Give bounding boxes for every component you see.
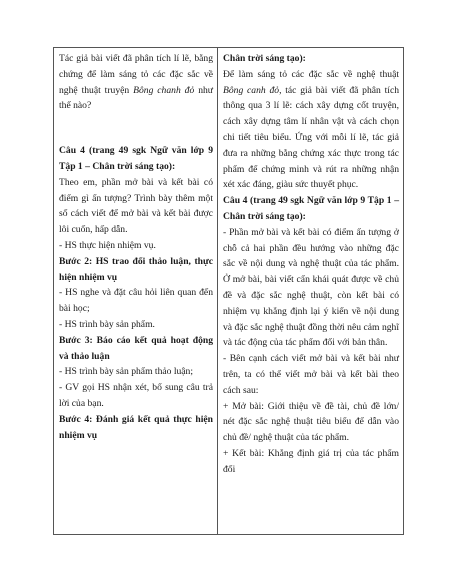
- answer3: [223, 67, 399, 193]
- step3-line2: - GV gọi HS nhận xét, bổ sung câu trả lời của bạn.: [59, 382, 213, 409]
- step3-line1: - HS trình bày sản phẩm thảo luận;: [59, 366, 194, 378]
- answer4-p4: + Kết bài: Khẳng định giá trị của tác phẩm đối: [223, 447, 399, 475]
- q4-body-left: Theo em, phần mở bài và kết bài có điểm gì ấn tượng? Trình bày thêm một số cách viết để mở bài và kết bài được lôi cuốn, hấp dẫn.: [59, 176, 213, 236]
- task-line: - HS thực hiện nhiệm vụ.: [59, 239, 156, 251]
- step2-heading: Bước 2: HS trao đổi thảo luận, thực hiện nhiệm vụ: [59, 255, 213, 283]
- intro-text-end: như thế nào?: [59, 84, 213, 112]
- step3-heading: Bước 3: Báo cáo kết quả hoạt động và thảo luận: [59, 334, 213, 362]
- right-column: [218, 48, 403, 534]
- answer4-p3: + Mở bài: Giới thiệu về đề tài, chủ đề lớn/ nét đặc sắc nghệ thuật tiêu biểu để dẫn vào chủ đề/ nghệ thuật của tác phẩm.: [223, 400, 399, 444]
- answer3-text: Để làm sáng tỏ các đặc sắc về nghệ thuật: [223, 68, 399, 80]
- step4-heading: Bước 4: Đánh giá kết quả thực hiện nhiệm vụ: [59, 413, 213, 441]
- spacer: [59, 114, 213, 143]
- right-heading: Chân trời sáng tạo):: [223, 53, 306, 64]
- content-table: [53, 47, 404, 535]
- left-column: [54, 48, 218, 534]
- intro-text: Tác giả bài viết đã phân tích lí lẽ, bằng chứng để làm sáng tỏ các đặc sắc về nghệ thuật truyện: [59, 53, 213, 96]
- q4-heading-left: Câu 4 (trang 49 sgk Ngữ văn lớp 9 Tập 1 – Chân trời sáng tạo):: [59, 145, 213, 172]
- answer3-text-end: , tác giả bài viết đã phân tích thông qua 3 lí lẽ: cách xây dựng cốt truyện, cách xây dựng tâm lí nhân vật và cách chọn chi tiết tiêu biểu. Ứng với mỗi lí lẽ, tác giả đưa ra những bằng chứng xác thực trong tác phẩm để chứng minh và rút ra những nhận xét xác đáng, giàu sức thuyết phục.: [223, 84, 399, 191]
- q4-heading-right: Câu 4 (trang 49 sgk Ngữ văn lớp 9 Tập 1 – Chân trời sáng tạo):: [223, 195, 399, 222]
- intro-title-italic: Bông chanh đỏ: [133, 84, 195, 96]
- answer3-title-italic: Bông canh đỏ: [223, 84, 280, 96]
- step2-line1: - HS nghe và đặt câu hỏi liên quan đến bài học;: [59, 287, 213, 315]
- answer4-p2: - Bên cạnh cách viết mở bài và kết bài như trên, ta có thể viết mở bài và kết bài theo cách sau:: [223, 353, 399, 396]
- intro-question: [59, 51, 213, 114]
- answer4-p1: - Phần mở bài và kết bài có điểm ấn tượng ở chỗ cả hai phần đều hướng vào những đặc sắc về nội dung và nghệ thuật của tác phẩm. Ở mở bài, bài viết cẩn khái quát được về chủ đề và đặc sắc nghệ thuật, còn kết bài có nhiệm vụ khẳng định lại ý kiến về nội dung và đặc sắc nghệ thuật đồng thời nêu cảm nghĩ và tác động của tác phẩm đối với bản thân.: [223, 226, 399, 349]
- step2-line2: - HS trình bày sản phẩm.: [59, 318, 155, 330]
